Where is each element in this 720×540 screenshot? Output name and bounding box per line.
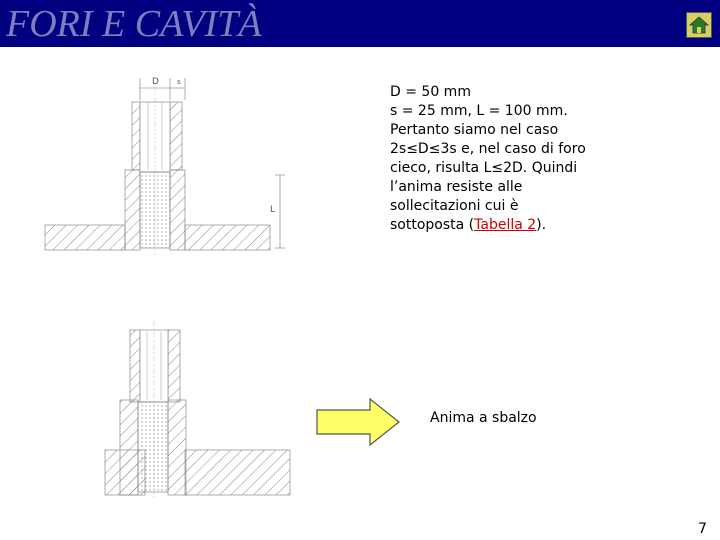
dim-d-label: D [152, 77, 159, 87]
right-arrow-icon [316, 398, 401, 446]
text-post: ). [536, 217, 547, 233]
dim-s-label: s [177, 78, 181, 86]
caption-anima-a-sbalzo: Anima a sbalzo [430, 410, 537, 426]
text-line: 2s≤D≤3s e, nel caso di foro [390, 141, 586, 157]
text-pre: sottoposta ( [390, 217, 475, 233]
text-line: sollecitazioni cui è [390, 198, 519, 214]
home-icon [687, 13, 711, 37]
explanation-text [390, 83, 630, 235]
tabella-2-link[interactable]: Tabella 2 [474, 217, 537, 233]
text-line: cieco, risulta L≤2D. Quindi [390, 160, 578, 176]
dim-l-label: L [270, 205, 276, 215]
figure-2-drawing [100, 320, 300, 500]
title-bar [0, 0, 720, 47]
page-number: 7 [698, 521, 707, 537]
text-line-last [390, 216, 630, 235]
text-line: s = 25 mm, L = 100 mm. [390, 103, 568, 119]
text-line: D = 50 mm [390, 84, 471, 100]
text-line: Pertanto siamo nel caso [390, 122, 559, 138]
text-line: l’anima resiste alle [390, 179, 523, 195]
figure-1-drawing [40, 70, 290, 255]
page-title: FORI E CAVITÀ [6, 3, 262, 45]
home-button[interactable] [686, 12, 712, 38]
